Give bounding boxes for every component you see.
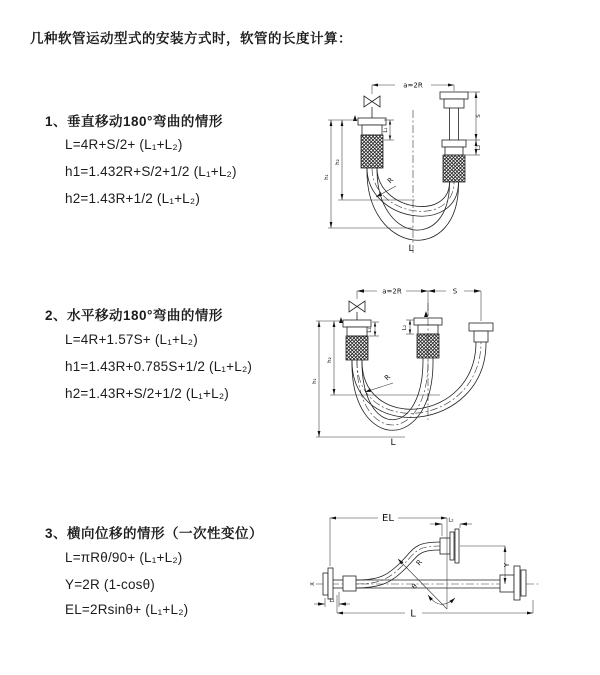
section2-formula-L: L=4R+1.57S+ (L₁+L₂) xyxy=(65,332,198,347)
d2-right-riser-flange xyxy=(469,323,493,342)
d1-label-h2: h₂ xyxy=(335,159,341,165)
section2-formula-h1: h1=1.43R+0.785S+1/2 (L₁+L₂) xyxy=(65,359,253,374)
d1-label-a2r: a=2R xyxy=(403,81,423,90)
d3-label-X: X xyxy=(310,582,316,586)
section1-formula-L: L=4R+S/2+ (L₁+L₂) xyxy=(65,137,183,152)
section3-formula-L: L=πRθ/90+ (L₁+L₂) xyxy=(65,550,183,565)
d2-left-braid-section xyxy=(346,336,368,360)
section2-formula-h2: h2=1.43R+S/2+1/2 (L₁+L₂) xyxy=(65,386,229,401)
d2-label-L: L xyxy=(390,438,396,448)
section2-heading: 2、水平移动180°弯曲的情形 xyxy=(45,308,223,323)
d3-label-Y: Y xyxy=(503,562,511,568)
d1-right-braid-section xyxy=(443,155,465,182)
d2-dim-L2 xyxy=(402,320,414,334)
section1-formula-h2: h2=1.43R+1/2 (L₁+L₂) xyxy=(65,191,201,206)
d2-dim-a2r-S xyxy=(357,288,481,322)
d2-label-h2: h₂ xyxy=(327,357,333,363)
d1-label-L1: L₁ xyxy=(383,127,389,133)
section3-formula-Y: Y=2R (1-cosθ) xyxy=(65,577,156,592)
d2-label-L1: L₁ xyxy=(367,327,373,333)
d3-label-R: R xyxy=(414,558,425,568)
section1-formula-h1: h1=1.432R+S/2+1/2 (L₁+L₂) xyxy=(65,164,237,179)
d3-label-theta: θ xyxy=(410,582,419,591)
diagram-vertical-180-bend xyxy=(310,70,510,265)
d1-label-h1: h₁ xyxy=(324,174,330,180)
d1-label-L: L xyxy=(408,244,414,254)
d1-left-riser-flange xyxy=(353,115,386,168)
d2-valve-icon xyxy=(349,301,365,320)
d3-label-L: L xyxy=(410,608,416,620)
d3-label-L2: L₂ xyxy=(448,517,454,524)
d3-radius-line xyxy=(398,558,447,609)
d3-dim-EL xyxy=(330,513,447,609)
section3-formula-EL: EL=2Rsinθ+ (L₁+L₂) xyxy=(65,602,189,617)
d1-label-R: R xyxy=(386,176,396,186)
diagram-lateral-displacement xyxy=(300,498,560,663)
d2-label-a2r: a=2R xyxy=(382,287,402,296)
d2-label-L2: L₂ xyxy=(402,324,408,331)
section1-heading: 1、垂直移动180°弯曲的情形 xyxy=(45,114,223,129)
d1-label-S: S xyxy=(476,114,482,118)
d1-valve-icon xyxy=(364,96,380,118)
d2-label-h1: h₁ xyxy=(312,378,318,384)
d3-displaced-hose xyxy=(356,529,459,588)
page-title: 几种软管运动型式的安装方式时，软管的长度计算： xyxy=(30,31,352,46)
d3-angle-theta xyxy=(410,582,455,604)
d2-left-riser-flange xyxy=(339,317,371,360)
d1-left-braid-section xyxy=(361,135,383,168)
d3-label-L1: L₁ xyxy=(329,598,335,604)
d1-right-riser-flange xyxy=(440,92,468,182)
d3-dim-L xyxy=(337,595,533,620)
d2-label-S: S xyxy=(452,287,458,296)
d3-label-EL: EL xyxy=(382,513,394,524)
section3-heading: 3、横向位移的情形（一次性变位） xyxy=(45,526,264,541)
d3-left-flange xyxy=(323,568,356,599)
diagram-horizontal-180-bend xyxy=(305,275,505,470)
d3-straight-pipe xyxy=(356,566,526,600)
d1-label-L2: L₂ xyxy=(476,144,482,151)
d2-label-R: R xyxy=(383,373,393,383)
d1-dim-S-L2 xyxy=(465,92,482,155)
